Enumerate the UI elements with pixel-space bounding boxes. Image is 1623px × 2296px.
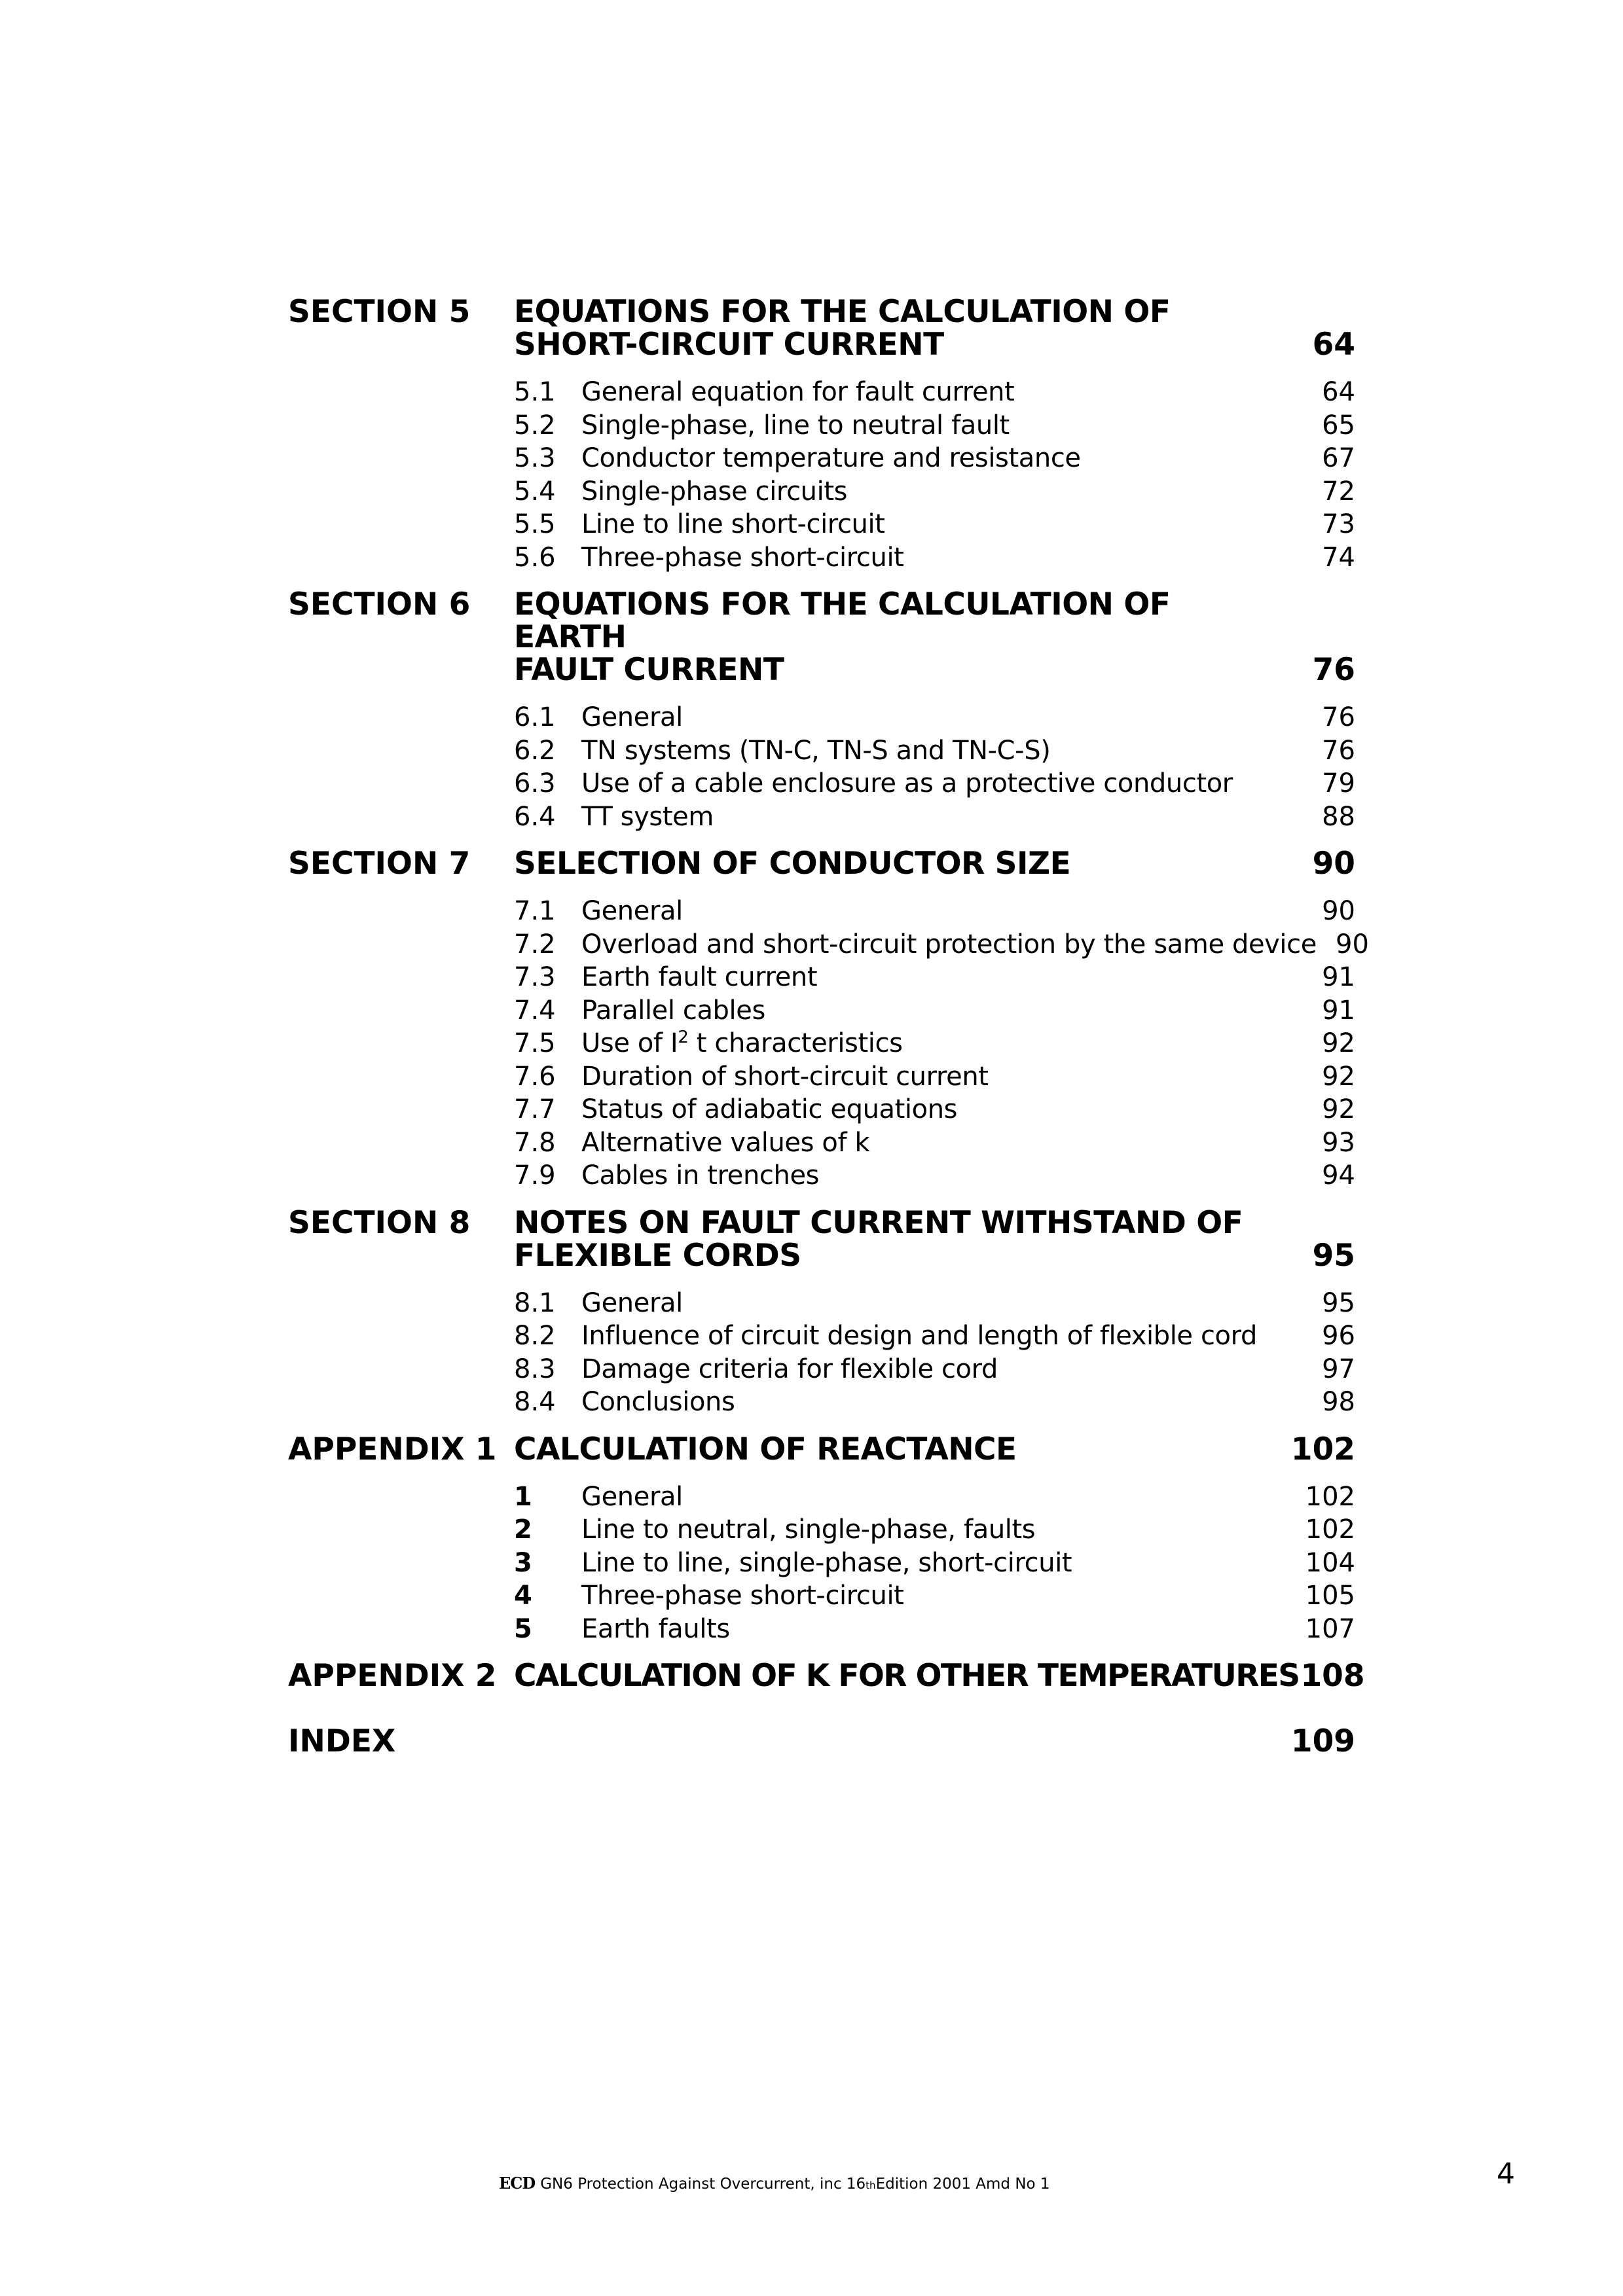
entry-title: Single-phase, line to neutral fault xyxy=(581,410,1010,440)
toc-entry[interactable] xyxy=(514,1613,1355,1646)
entry-title: Parallel cables xyxy=(581,995,765,1026)
footer-text: Edition 2001 Amd No 1 xyxy=(875,2176,1050,2193)
entry-title: General xyxy=(581,1287,683,1318)
entry-title: Conclusions xyxy=(581,1387,735,1417)
page-number: 4 xyxy=(1497,2157,1515,2191)
entry-page-number: 76 xyxy=(1322,735,1355,766)
entry-title: Status of adiabatic equations xyxy=(581,1094,958,1124)
section-title: SELECTION OF CONDUCTOR SIZE xyxy=(514,846,1071,882)
entry-page-number: 90 xyxy=(1336,929,1369,960)
entry-page-number: 107 xyxy=(1305,1613,1355,1644)
table-of-contents xyxy=(288,294,1369,1772)
entry-number: 5.4 xyxy=(514,476,556,507)
entry-title: Damage criteria for flexible cord xyxy=(581,1354,998,1384)
entry-page-number: 95 xyxy=(1322,1287,1355,1318)
entry-title: General xyxy=(581,896,683,926)
entry-title: Single-phase circuits xyxy=(581,476,848,507)
entry-page-number: 79 xyxy=(1322,768,1355,798)
toc-entry[interactable] xyxy=(514,1159,1355,1193)
toc-entry[interactable] xyxy=(514,1480,1355,1514)
toc-index xyxy=(288,1725,1355,1758)
entry-number: 5.3 xyxy=(514,443,556,473)
entry-title xyxy=(581,1027,1303,1060)
entry-number: 6.3 xyxy=(514,768,556,798)
toc-entry[interactable] xyxy=(514,1287,1355,1320)
entry-title: Use of a cable enclosure as a protective conductor xyxy=(581,768,1233,798)
toc-entry[interactable] xyxy=(514,1353,1355,1386)
entry-number: 3 xyxy=(514,1547,532,1578)
entry-number: 7.2 xyxy=(514,929,556,960)
section-heading[interactable] xyxy=(288,1433,1355,1466)
entry-number: 7.4 xyxy=(514,995,556,1026)
toc-entry[interactable] xyxy=(514,1547,1355,1580)
toc-entry[interactable] xyxy=(514,767,1355,800)
entry-number: 5.2 xyxy=(514,410,556,440)
entry-page-number: 91 xyxy=(1322,995,1355,1026)
entry-number: 5 xyxy=(514,1613,532,1644)
entry-title: Overload and short-circuit protection by the same device xyxy=(581,929,1317,960)
entry-number: 7.3 xyxy=(514,962,556,992)
section-page-number: 90 xyxy=(1312,846,1355,882)
entry-title: Line to line, single-phase, short-circuit xyxy=(581,1547,1072,1578)
entry-page-number: 67 xyxy=(1322,443,1355,473)
toc-section-7 xyxy=(288,846,1369,1193)
entry-page-number: 102 xyxy=(1305,1515,1355,1545)
entry-page-number: 76 xyxy=(1322,702,1355,732)
page-footer: ECD GN6 Protection Against Overcurrent, inc 16 th Edition 2001 Amd No 1 xyxy=(499,2174,1050,2193)
entry-title: Cables in trenches xyxy=(581,1160,820,1191)
toc-entry[interactable] xyxy=(514,1579,1355,1613)
publisher-logo: ECD xyxy=(499,2174,536,2193)
entry-number: 8.1 xyxy=(514,1287,556,1318)
section-title: NOTES ON FAULT CURRENT WITHSTAND OF FLEXIBLE CORDS xyxy=(514,1204,1243,1274)
entry-page-number: 64 xyxy=(1322,377,1355,407)
toc-section-6 xyxy=(288,588,1355,833)
entry-page-number: 102 xyxy=(1305,1481,1355,1512)
section-page-number: 109 xyxy=(1290,1723,1355,1759)
toc-entry[interactable] xyxy=(514,475,1355,509)
entry-page-number: 105 xyxy=(1305,1581,1355,1611)
section-label: SECTION 8 xyxy=(288,1204,471,1241)
entry-title-text: Use of I xyxy=(581,1028,678,1058)
section-page-number: 102 xyxy=(1290,1431,1355,1467)
entry-title: Influence of circuit design and length of flexible cord xyxy=(581,1321,1257,1351)
toc-section-5 xyxy=(288,296,1355,574)
entry-number: 7.5 xyxy=(514,1028,556,1058)
entry-title: Earth faults xyxy=(581,1613,730,1644)
toc-entry[interactable] xyxy=(514,734,1355,768)
section-title: EQUATIONS FOR THE CALCULATION OF EARTH FAULT CURRENT xyxy=(514,586,1171,688)
entry-page-number: 91 xyxy=(1322,962,1355,992)
toc-entry[interactable] xyxy=(514,895,1355,928)
entry-number: 5.6 xyxy=(514,542,556,573)
entry-number: 7.7 xyxy=(514,1094,556,1124)
section-heading[interactable] xyxy=(288,1725,1355,1758)
entry-number: 2 xyxy=(514,1515,532,1545)
entry-number: 7.6 xyxy=(514,1061,556,1092)
entry-title: General xyxy=(581,702,683,732)
entry-title: TN systems (TN-C, TN-S and TN-C-S) xyxy=(581,735,1051,766)
toc-appendix-1 xyxy=(288,1433,1355,1646)
entry-title: Earth fault current xyxy=(581,962,818,992)
toc-entry[interactable] xyxy=(514,1093,1355,1126)
entry-title: Three-phase short-circuit xyxy=(581,1581,904,1611)
entry-number: 7.1 xyxy=(514,896,556,926)
toc-entry[interactable] xyxy=(514,1060,1355,1094)
section-label: SECTION 6 xyxy=(288,586,471,622)
entry-page-number: 93 xyxy=(1322,1127,1355,1158)
section-heading[interactable] xyxy=(288,848,1355,880)
subsection-list xyxy=(514,1287,1355,1419)
section-label: SECTION 5 xyxy=(288,294,471,330)
entry-number: 8.4 xyxy=(514,1387,556,1417)
entry-title: Conductor temperature and resistance xyxy=(581,443,1081,473)
section-title xyxy=(514,1725,1290,1758)
section-label: SECTION 7 xyxy=(288,846,471,882)
subsection-list xyxy=(514,701,1355,833)
entry-title: General equation for fault current xyxy=(581,377,1015,407)
entry-page-number: 90 xyxy=(1322,896,1355,926)
entry-number: 5.1 xyxy=(514,377,556,407)
section-page-number: 108 xyxy=(1300,1658,1365,1694)
entry-page-number: 92 xyxy=(1322,1061,1355,1092)
toc-entry[interactable] xyxy=(514,1319,1355,1353)
entry-page-number: 74 xyxy=(1322,542,1355,573)
entry-page-number: 92 xyxy=(1322,1094,1355,1124)
toc-entry[interactable] xyxy=(514,994,1355,1028)
entry-page-number: 97 xyxy=(1322,1354,1355,1384)
section-heading[interactable] xyxy=(288,1204,1355,1274)
entry-number: 6.1 xyxy=(514,702,556,732)
subsection-list xyxy=(514,376,1355,574)
toc-entry[interactable] xyxy=(514,701,1355,734)
entry-page-number: 92 xyxy=(1322,1028,1355,1058)
subsection-list xyxy=(514,895,1369,1193)
entry-page-number: 98 xyxy=(1322,1387,1355,1417)
toc-entry[interactable] xyxy=(514,800,1355,834)
section-label: INDEX xyxy=(288,1723,396,1759)
entry-page-number: 88 xyxy=(1322,801,1355,832)
entry-title: Line to neutral, single-phase, faults xyxy=(581,1515,1036,1545)
entry-page-number: 73 xyxy=(1322,509,1355,539)
entry-number: 8.2 xyxy=(514,1321,556,1351)
entry-page-number: 65 xyxy=(1322,410,1355,440)
footer-text: GN6 Protection Against Overcurrent, inc 16 xyxy=(540,2176,866,2193)
section-page-number: 64 xyxy=(1312,327,1355,363)
entry-title: Line to line short-circuit xyxy=(581,509,885,539)
entry-page-number: 104 xyxy=(1305,1547,1355,1578)
toc-section-8 xyxy=(288,1204,1355,1419)
entry-number: 8.3 xyxy=(514,1354,556,1384)
toc-entry[interactable] xyxy=(514,1386,1355,1419)
section-heading[interactable] xyxy=(288,588,1355,687)
section-label: APPENDIX 1 xyxy=(288,1431,497,1467)
entry-title: General xyxy=(581,1481,683,1512)
entry-number: 6.4 xyxy=(514,801,556,832)
section-page-number: 95 xyxy=(1312,1237,1355,1274)
entry-number: 7.8 xyxy=(514,1127,556,1158)
toc-entry[interactable] xyxy=(514,1126,1355,1160)
entry-title: Three-phase short-circuit xyxy=(581,542,904,573)
entry-page-number: 94 xyxy=(1322,1160,1355,1191)
entry-number: 5.5 xyxy=(514,509,556,539)
toc-entry[interactable] xyxy=(514,508,1355,541)
entry-number: 7.9 xyxy=(514,1160,556,1191)
entry-number: 6.2 xyxy=(514,735,556,766)
section-label: APPENDIX 2 xyxy=(288,1658,497,1694)
entry-title: Duration of short-circuit current xyxy=(581,1061,989,1092)
section-title: CALCULATION OF K FOR OTHER TEMPERATURES xyxy=(514,1658,1300,1694)
toc-entry[interactable] xyxy=(514,928,1369,961)
toc-entry[interactable] xyxy=(514,1027,1355,1060)
toc-entry[interactable] xyxy=(514,376,1355,409)
section-title: CALCULATION OF REACTANCE xyxy=(514,1431,1017,1467)
toc-appendix-2 xyxy=(288,1658,1365,1694)
entry-title: TT system xyxy=(581,801,714,832)
section-title: EQUATIONS FOR THE CALCULATION OF SHORT-CIRCUIT CURRENT xyxy=(514,294,1171,363)
entry-number: 4 xyxy=(514,1581,532,1611)
entry-page-number: 72 xyxy=(1322,476,1355,507)
section-heading[interactable] xyxy=(288,296,1355,361)
toc-entry[interactable] xyxy=(514,541,1355,575)
superscript: 2 xyxy=(678,1028,689,1047)
entry-page-number: 96 xyxy=(1322,1321,1355,1351)
toc-entry[interactable] xyxy=(514,961,1355,994)
entry-title-text: t characteristics xyxy=(688,1028,903,1058)
subsection-list xyxy=(514,1480,1355,1646)
toc-entry[interactable] xyxy=(514,1513,1355,1547)
entry-number: 1 xyxy=(514,1481,532,1512)
section-page-number: 76 xyxy=(1312,652,1355,688)
toc-entry[interactable] xyxy=(514,442,1355,475)
toc-entry[interactable] xyxy=(514,409,1355,442)
section-heading[interactable] xyxy=(288,1658,1365,1694)
entry-title: Alternative values of k xyxy=(581,1127,870,1158)
